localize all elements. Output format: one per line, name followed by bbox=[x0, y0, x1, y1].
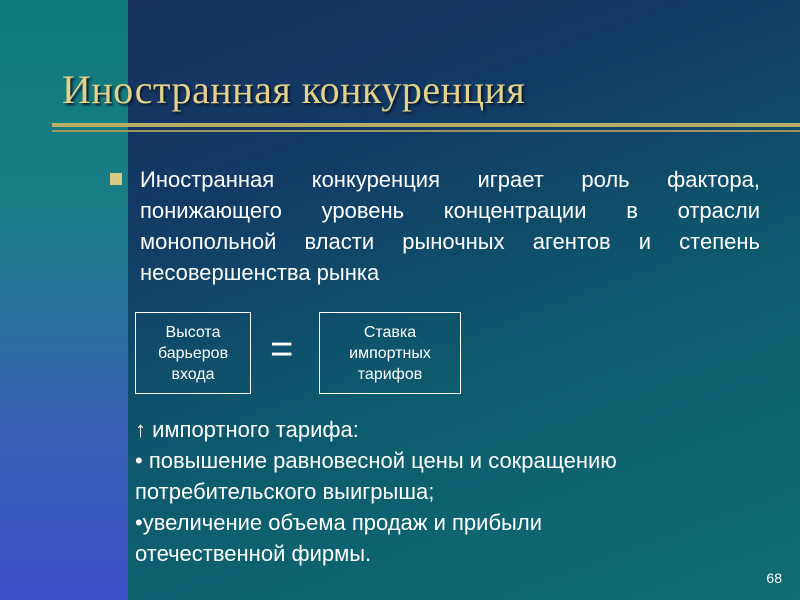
title-underline bbox=[52, 123, 800, 127]
import-tariffs-line: тарифов bbox=[357, 365, 423, 383]
entry-barriers-label bbox=[158, 322, 228, 385]
effects-line: отечественной фирмы. bbox=[135, 541, 372, 566]
entry-barriers-line: Высота bbox=[165, 323, 221, 341]
entry-barriers-line: барьеров bbox=[157, 344, 229, 362]
import-tariffs-label bbox=[349, 322, 431, 385]
effects-heading: ↑ импортного тарифа: bbox=[135, 417, 359, 442]
bullet-text: Иностранная конкуренция играет роль фактора, понижающего уровень концентрации в отрасли монопольной власти рыночных агентов и степень несовершенства рынка bbox=[140, 167, 760, 285]
bullet-square-icon bbox=[110, 173, 122, 185]
effects-line: •увеличение объема продаж и прибыли bbox=[135, 510, 542, 535]
entry-barriers-line: входа bbox=[171, 365, 215, 383]
tariff-effects bbox=[135, 414, 775, 569]
entry-barriers-box bbox=[135, 312, 251, 394]
import-tariffs-line: Ставка bbox=[363, 323, 417, 341]
equals-sign: = bbox=[270, 327, 294, 371]
effects-line: • повышение равновесной цены и сокращению bbox=[135, 448, 617, 473]
effects-line: потребительского выигрыша; bbox=[135, 479, 435, 504]
import-tariffs-line: импортных bbox=[349, 344, 431, 362]
page-number: 68 bbox=[766, 570, 782, 586]
title-underline-thin bbox=[52, 130, 800, 132]
import-tariffs-box bbox=[319, 312, 461, 394]
slide-title: Иностранная конкуренция bbox=[62, 67, 526, 112]
